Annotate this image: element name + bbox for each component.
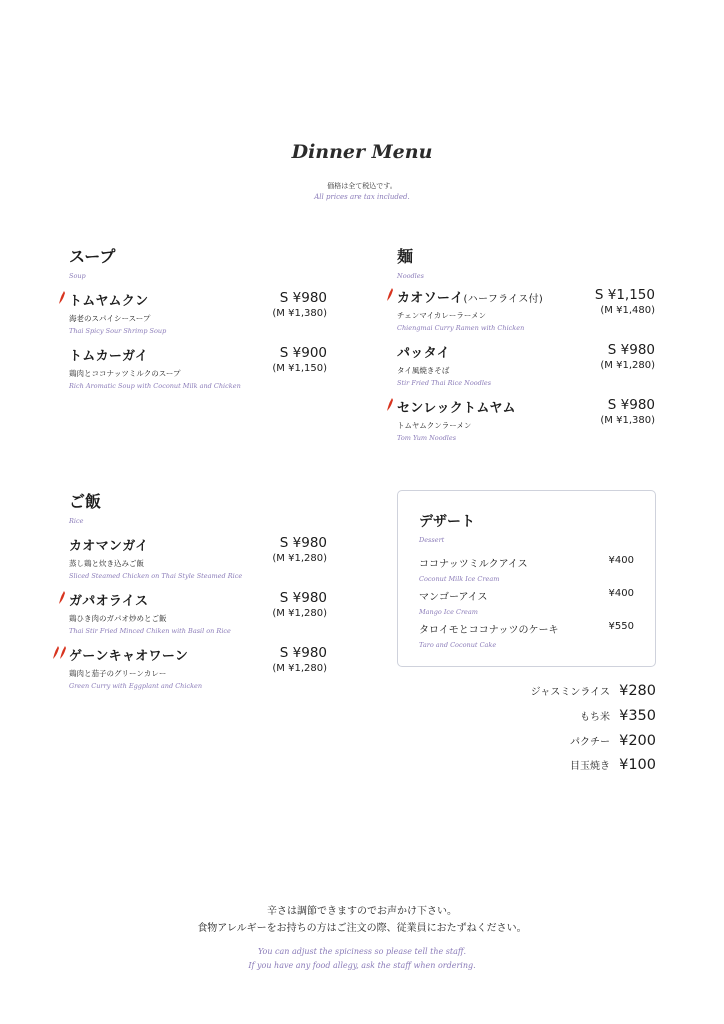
item-description: タイ風焼きそば bbox=[397, 366, 450, 375]
dessert-name-en: Mango Ice Cream bbox=[419, 608, 478, 616]
price-medium: (M ¥1,280) bbox=[272, 553, 327, 564]
noodles-section-heading bbox=[397, 244, 424, 280]
chili-pepper-icon bbox=[58, 591, 66, 604]
item-description: 鶏肉とココナッツミルクのスープ bbox=[69, 369, 181, 378]
section-title-en: Rice bbox=[69, 517, 84, 525]
item-name-en: Chiengmai Curry Ramen with Chicken bbox=[397, 324, 525, 332]
item-description: 蒸し鶏と炊き込みご飯 bbox=[69, 559, 144, 568]
menu-item bbox=[397, 397, 655, 442]
menu-item bbox=[397, 287, 655, 332]
item-name: カオマンガイ bbox=[69, 539, 149, 554]
section-title: スープ bbox=[69, 247, 116, 266]
menu-item bbox=[69, 590, 327, 635]
footer-note-jp: 辛さは調節できますのでお声かけ下さい。 bbox=[267, 906, 457, 917]
item-name-en: Tom Yum Noodles bbox=[397, 434, 457, 442]
dessert-price: ¥400 bbox=[608, 555, 634, 566]
item-name-en: Stir Fried Thai Rice Noodles bbox=[397, 379, 492, 387]
price-small: S ¥980 bbox=[279, 290, 327, 306]
item-note: (ハーフライス付) bbox=[463, 294, 544, 305]
price-medium: (M ¥1,280) bbox=[600, 360, 655, 371]
side-price: ¥280 bbox=[619, 683, 656, 699]
footer-note-en: If you have any food allegy, ask the staff when ordering. bbox=[248, 961, 476, 970]
tax-note-jp: 価格は全て税込です。 bbox=[327, 182, 397, 190]
dessert-name-en: Coconut Milk Ice Cream bbox=[419, 575, 500, 583]
price-small: S ¥1,150 bbox=[594, 287, 655, 303]
side-item bbox=[570, 733, 656, 749]
section-title-en: Soup bbox=[69, 272, 86, 280]
dessert-item bbox=[419, 588, 634, 616]
price-medium: (M ¥1,280) bbox=[272, 608, 327, 619]
side-price: ¥100 bbox=[619, 757, 656, 773]
item-description: 鶏ひき肉のガパオ炒めとご飯 bbox=[69, 614, 167, 623]
item-name: パッタイ bbox=[397, 346, 450, 361]
item-name-en: Rich Aromatic Soup with Coconut Milk and Chicken bbox=[69, 382, 241, 390]
item-description: チェンマイカレーラーメン bbox=[397, 311, 487, 320]
item-name-en: Thai Stir Fried Minced Chiken with Basil on Rice bbox=[69, 627, 231, 635]
price-small: S ¥980 bbox=[607, 342, 655, 358]
price-medium: (M ¥1,280) bbox=[272, 663, 327, 674]
dessert-name: マンゴーアイス bbox=[419, 592, 488, 603]
item-description: 海老のスパイシースープ bbox=[69, 314, 151, 323]
side-item bbox=[580, 708, 656, 724]
dessert-name: タロイモとココナッツのケーキ bbox=[419, 625, 559, 636]
footer-note-jp: 食物アレルギーをお持ちの方はご注文の際、従業員におたずねください。 bbox=[197, 923, 527, 934]
chili-pepper-icon bbox=[386, 398, 394, 411]
side-price: ¥200 bbox=[619, 733, 656, 749]
section-title: 麺 bbox=[397, 247, 414, 266]
side-name: パクチー bbox=[570, 737, 610, 748]
item-name-en: Green Curry with Eggplant and Chicken bbox=[69, 682, 203, 690]
item-name-en: Sliced Steamed Chicken on Thai Style Steamed Rice bbox=[69, 572, 243, 580]
side-name: ジャスミンライス bbox=[530, 687, 610, 698]
dessert-item bbox=[419, 555, 634, 583]
dessert-price: ¥550 bbox=[608, 621, 634, 632]
price-small: S ¥980 bbox=[607, 397, 655, 413]
page-title: Dinner Menu bbox=[291, 141, 433, 163]
dessert-item bbox=[419, 621, 634, 649]
tax-note-en: All prices are tax included. bbox=[314, 193, 410, 201]
price-medium: (M ¥1,150) bbox=[272, 363, 327, 374]
side-name: もち米 bbox=[580, 712, 610, 723]
dessert-name-en: Taro and Coconut Cake bbox=[419, 641, 497, 649]
dessert-price: ¥400 bbox=[608, 588, 634, 599]
price-medium: (M ¥1,380) bbox=[272, 308, 327, 319]
menu-item bbox=[69, 535, 327, 580]
price-small: S ¥980 bbox=[279, 645, 327, 661]
item-name: カオソーイ bbox=[397, 291, 464, 306]
section-title-en: Dessert bbox=[419, 536, 445, 544]
price-medium: (M ¥1,380) bbox=[600, 415, 655, 426]
item-description: トムヤムクンラーメン bbox=[397, 421, 472, 430]
dessert-section-heading bbox=[419, 511, 475, 544]
item-name: ガパオライス bbox=[69, 594, 149, 609]
menu-item bbox=[69, 645, 327, 690]
soup-section-heading bbox=[69, 244, 115, 280]
price-medium: (M ¥1,480) bbox=[600, 305, 655, 316]
item-description: 鶏肉と茄子のグリーンカレー bbox=[69, 669, 167, 678]
menu-item bbox=[397, 342, 655, 387]
menu-item bbox=[69, 345, 327, 390]
rice-section-heading bbox=[69, 489, 101, 525]
item-name: センレックトムヤム bbox=[397, 401, 516, 416]
item-name: ゲーンキャオワーン bbox=[69, 649, 189, 664]
menu-item bbox=[69, 290, 327, 335]
footer-note-en: You can adjust the spiciness so please tell the staff. bbox=[257, 947, 467, 956]
chili-pepper-icon bbox=[59, 646, 67, 659]
price-small: S ¥980 bbox=[279, 535, 327, 551]
side-name: 目玉焼き bbox=[570, 761, 610, 772]
item-name: トムカーガイ bbox=[69, 349, 149, 364]
section-title: ご飯 bbox=[69, 492, 102, 511]
dessert-box bbox=[397, 490, 656, 667]
dessert-name: ココナッツミルクアイス bbox=[419, 559, 528, 570]
chili-pepper-icon bbox=[386, 288, 394, 301]
chili-pepper-icon bbox=[58, 291, 66, 304]
item-name: トムヤムクン bbox=[69, 294, 149, 309]
price-small: S ¥980 bbox=[279, 590, 327, 606]
price-small: S ¥900 bbox=[279, 345, 327, 361]
side-item bbox=[570, 757, 656, 773]
side-item bbox=[531, 683, 656, 699]
side-price: ¥350 bbox=[619, 708, 656, 724]
section-title-en: Noodles bbox=[397, 272, 424, 280]
section-title: デザート bbox=[419, 514, 475, 530]
item-name-en: Thai Spicy Sour Shrimp Soup bbox=[69, 327, 167, 335]
